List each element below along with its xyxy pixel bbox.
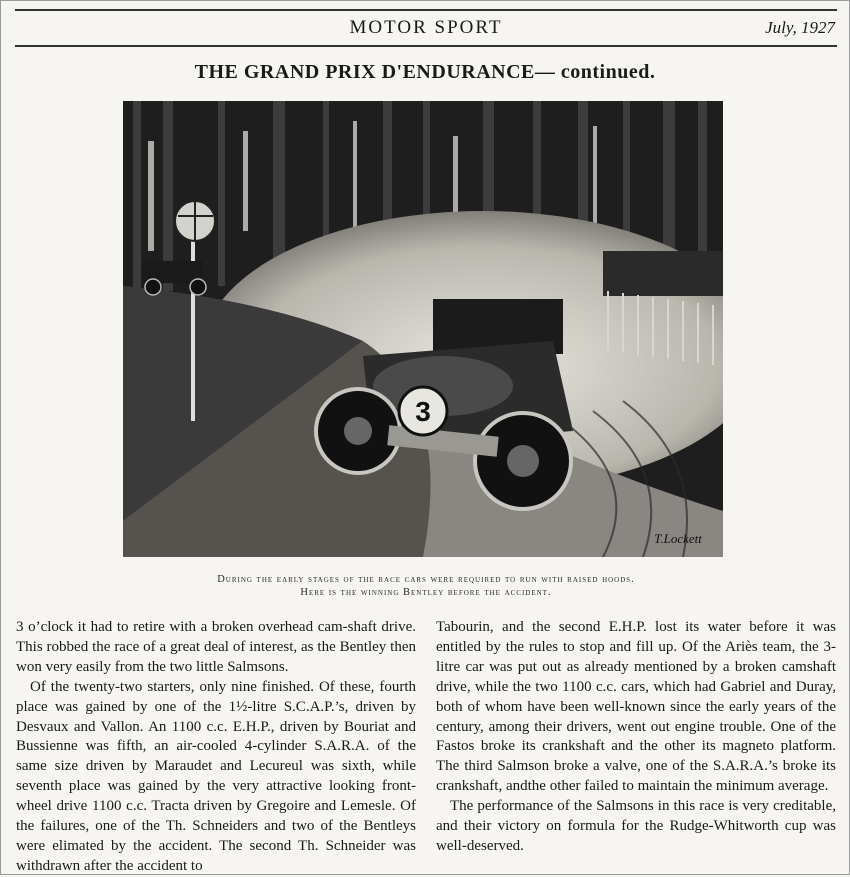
body-column-left xyxy=(16,618,416,877)
paragraph: Tabourin, and the second E.H.P. lost its water before it was entitled by the rules to stop and fill up. Of the Ariès team, the 3-litre car was put out as already mentioned by a broken camshaft drive, while the two 1100 c.c. cars, which had Gabriel and Duray, both of whom have been well-known since the early years of the century, among their drivers, went out engine trouble. One of the Fastos broke its crankshaft and the other its magneto platform. The third Salmson broke a valve, one of the S.A.R.A.’s broke its crankshaft, andthe other failed to maintain the minimum average. xyxy=(436,619,836,795)
article-title-text: THE GRAND PRIX D'ENDURANCE xyxy=(194,61,535,83)
body-column-right xyxy=(436,618,836,857)
article-title xyxy=(1,61,849,84)
race-illustration xyxy=(123,101,723,557)
paragraph: Of the twenty-two starters, only nine finished. Of these, fourth place was gained by one of the 1½-litre S.C.A.P.’s, driven by Desvaux and Vallon. An 1100 c.c. E.H.P., driven by Bouriat and Bussienne was fifth, an air-cooled 4-cylinder S.A.R.A. of the same size driven by Maraudet and Lecureul was sixth, while seventh place was gained by the very attractive looking front-wheel drive 1100 c.c. Tracta driven by Gregoire and Lemesle. Of the failures, one of the Th. Schneiders and two of the Bentleys were elimated by the accident. The second Th. Schneider was withdrawn after the accident to xyxy=(16,678,416,874)
figure-caption-line2: Here is the winning Bentley before the accident. xyxy=(300,587,552,598)
artist-signature: T.Lockett xyxy=(654,531,702,546)
paragraph: 3 o’clock it had to retire with a broken overhead cam-shaft drive. This robbed the race of a great deal of interest, as the Bentley then won very easily from the two little Salmsons. xyxy=(16,619,416,675)
issue-date: July, 1927 xyxy=(765,18,835,37)
magazine-title: MOTOR SPORT xyxy=(349,17,503,38)
car-number: 3 xyxy=(415,396,431,427)
figure-caption-line1: During the early stages of the race cars were required to run with raised hoods. xyxy=(217,574,635,585)
paragraph: The performance of the Salmsons in this race is very creditable, and their victory on formula for the Rudge-Whitworth cup was well-deserved. xyxy=(436,798,836,854)
article-title-suffix: — continued. xyxy=(534,61,656,83)
page-header xyxy=(15,9,837,47)
bentley-race-drawing xyxy=(123,101,723,557)
